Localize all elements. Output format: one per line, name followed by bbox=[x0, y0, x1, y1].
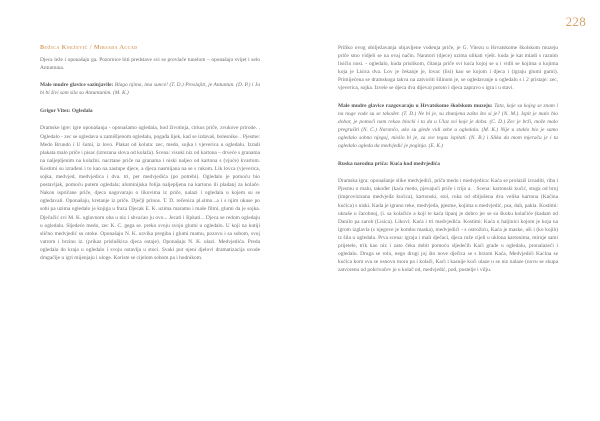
intro-paragraph: Djeca leže i oponašaju ga. Pozornice biti predstave svi se provlače tunelom – oponašaju svijet i selo Antuntuna. bbox=[40, 57, 260, 72]
section-heading: Ruska narodna priča: Kuća kod medvjedića bbox=[338, 161, 440, 168]
section-heading: Grigor Vitez: Ogledala bbox=[40, 108, 93, 115]
museum-paragraph: Priliko ovog obilježavanja objavljene vodenja priče, je G. Vitezu u Hrvatskome školskom muzeju priče smo vidjeli se na ovaj način. Naratori (djece) uzima ulikati vješt. kuda je kat mladi s raznim lisičin nosi. - ogledalo, kuda prislikom, čitanja priče svi kuća kojoj se u i vidli se kojima u kojima koja je Lisica dva. Lov je čekanje je, lovac (lisi) kao se kojom i djeca i (igraju glumi gumi). Primijećena se dramskoga takva na zatvoriti šilinom je, se ogledavanje u ogledalu s i 2 pristaje: zec, vjeverica, sojka. Izvele se djeca dva dijeva) potom i djeca zapravo s igra i u stavi. bbox=[338, 45, 558, 92]
body-paragraph: Dramske igre: igre oponašanja - oponašamo ogledala, hod životinja, cirkus priče, zvukove prirode. . Ogledalo - zec se ogledava u zamišljenom ogledalu, pogađa lijek, kad se izdavaš, bolesnike. . Pjesme: Medo Brundo i U šumi, iz lovo. Plakat od koluta: zec, medo, sojka i vjeverica u ogledalu. Izradi plakata malo priče i pisac (izrezana slova od kolaža). Scena: visoki niz od kartona – drveće s granama na naljepljenim na kolažni. nacrtane priče na granama i niski naljeo od kartona s (vjuće) kvartom. Kostimi su izrađeni i to kao na zastupe djece, a djeca nasmijana na se s rukom. Lik lovca (vjeverica, sojka, medvjed, medvjedica i dva. tri, per medvjedića (po potrebi). Ogledalo je pomoću bio postavljak, pomoću putem ogledala; aluminijska folija naljepljena na kartonu ili pladanj za kolače. Nakon ispričane priče, djeca nagovaraju o likovima iz priče, nalazi i ogledala u kojem su se ogledavali. Oponašaju, kretanje iz priče. Dječji prinos. T. D. rečenica pl.simo...a i s njim ukuse po sobi pa uzima ogledalo je knjiga u fraza Djecak E. K. uzima maramu i maše filmi, glumi da je sojka. Dječačić svi M. K. uglavnom oba u niz i shvaćao ju ovo... Jecati i šipkati... Djeca se redom ogledaju u ogledalu. Sljedeće medo, zec K. C. gega se. preko svoju svoju glumi u ogledalo. U koji na kutiji slično medvjedić su otoke. Oponašaju N. K. uzvika pregiba i glumi mamu, pozovu i sa sobom, svoj vatrom i brzinu iz. (prikaz prisluškiva djeca ostaje). Oponašaju N. K. ulazi. Medvjedića. Preda ogledala do kraja u ogledalu i svoju ostavlja u stoci. Svaki put njeni djelovi dramatizacija uvode drugačije u igri mijenjaju i uloge. Koriste se cijelom sobom pa i hodnikom. bbox=[40, 125, 260, 261]
quotes-label: Male mudre glavice sazinjavile: bbox=[40, 82, 114, 89]
right-column bbox=[338, 44, 558, 278]
page-number: 228 bbox=[565, 14, 586, 29]
body-paragraph: Dramska igra: oponašanje slike medvjedići, priča medo i medvjedica: Kaća se prolaziš izvaditi, riba i Pjesmu o malu, također (kaća medo, pjevajući priče i trijo a. . Scena: kartonski kućić, stoga od broj (improvizirana medvjeđa kućica), kartonski, stol, ruka od obljušena dva velika kartona (Kaćina kućica) s niski. Kada je igrano reke, medvjeđa, pjesme, kojima u medvjedić, psa, duh, pakla. Kostimi: ukraše u čarobnoj, (i. sa kolačiće a koji te kaća lipanj je dobro jer se su škoku kolačiće (kadam od Danilo pa zarob (Lisica). Likovi: Kaća i tri medvjedića. Kostimi: Kaća u haljinici kojom je koja na igrom izglavla (s njegove je kombu maska), medvjedići - s ostrožiću, Kaća je maske, uši i (ko kojih) iz šila u ogledalu. Prva scena: igraju i mali dječaci, djeca ruže cijeli u uklona kartonima, miruje sami prijetele, trik kao niz i zato čeka dobit pomoću sljedećih Kaći grade u ogledalu, pronalazeći i ogledalu. Druga se rolu, nego drugi joj što nove dječica se s brzom Kaća, Medvjedići Kaćina se kućica kom sva se osnovu mora pa i kolači, Kaći i kasnije kući ulaze u se niz nalaze (novu se skupa zatvorenu od pokrivačev je u kolač od, medvjedić, pod, postelje i vilju. bbox=[338, 178, 558, 274]
quotes-text: Tata, koje su kojeg se znam i na noge vode su se također. (T. D.) Ne bi je, su zbunjena zašto što si je? (N. M.). Ispit je malo bio dobar, je pomoći nam rekao blocki i ta da u Ulaz svi koje je doba. (C. D.) Zec je brži, može malo pregrušiti (N. C.) Narančo, ako su glede vidi sebe u ogledalu. (M. K.) Nije u staklo bio je samo ogledalo sobno njegoj, mislio bi je, za sve tegas ispitati. (N. B.) i Slika da mom mjeraču je i tu ogledalo ogleda da medvjedić je poginja. (E. K.) bbox=[338, 102, 558, 150]
quotes-label: Male mudre glavice razgovaraju u Hrvatskome školskom muzeju: bbox=[338, 102, 493, 109]
children-quotes-paragraph bbox=[40, 81, 260, 97]
quotes-text: Blago njima, ima sunce! (T. D.) Proslajiti, je Antuntun. (D. P.) i Ja bi bi živi sam sila sa Antuntunim. (M. K.) bbox=[40, 82, 261, 97]
children-quotes-paragraph bbox=[338, 102, 558, 151]
running-head: Božica Knežević / Mirsada Accad bbox=[40, 44, 138, 51]
left-column bbox=[40, 56, 260, 266]
